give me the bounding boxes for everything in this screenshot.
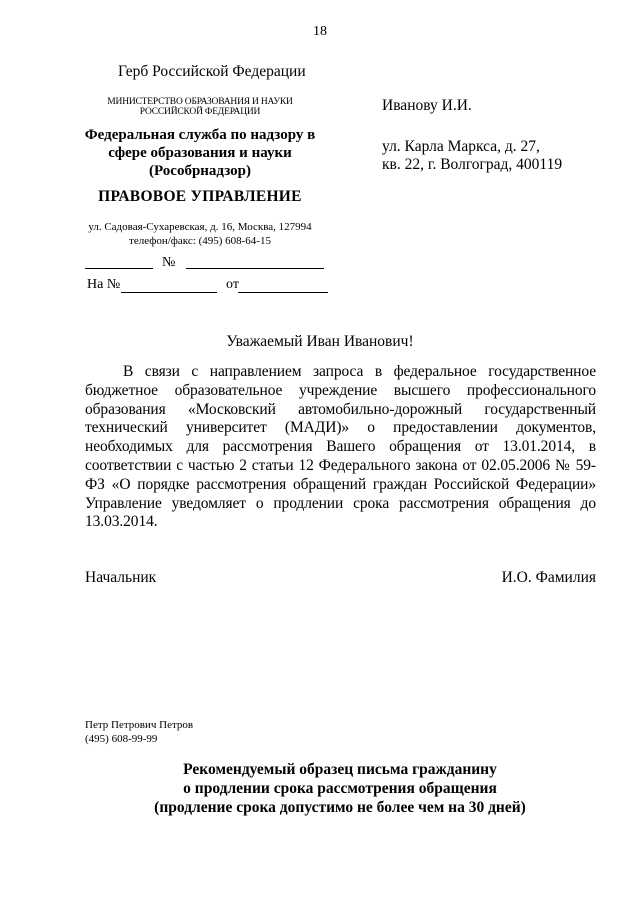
greeting: Уважаемый Иван Иванович! xyxy=(226,333,414,350)
number-sign: № xyxy=(162,255,176,270)
from-label: от xyxy=(226,277,239,292)
recipient-street: ул. Карла Маркса, д. 27, xyxy=(382,138,540,155)
executor-name: Петр Петрович Петров xyxy=(85,719,194,731)
outgoing-number-line xyxy=(186,268,324,269)
reply-number-line xyxy=(121,292,217,293)
sample-caption xyxy=(0,760,640,817)
ministry-name xyxy=(80,97,320,117)
caption-line-2: о продлении срока рассмотрения обращения xyxy=(183,780,497,797)
coat-of-arms-label: Герб Российской Федерации xyxy=(118,63,306,80)
reply-to-label: На № xyxy=(87,277,121,292)
reply-date-line xyxy=(238,292,328,293)
address-line: ул. Садовая-Сухаревская, д. 16, Москва, 127994 xyxy=(88,221,312,233)
executor-block xyxy=(85,718,193,746)
letterhead-address xyxy=(80,220,320,248)
recipient-address xyxy=(382,138,562,174)
agency-line-3: (Рособрнадзор) xyxy=(149,163,251,179)
ministry-line-2: РОССИЙСКОЙ ФЕДЕРАЦИИ xyxy=(139,107,261,117)
signatory-name: И.О. Фамилия xyxy=(501,569,596,586)
caption-line-3: (продление срока допустимо не более чем на 30 дней) xyxy=(154,799,526,816)
agency-name xyxy=(80,126,320,180)
signatory-title: Начальник xyxy=(85,569,157,586)
outgoing-date-line xyxy=(85,268,153,269)
letter-body: В связи с направлением запроса в федеральное государственное бюджетное образовательное учреждение высшего профессионального образования «Московский автомобильно-дорожный государственный технический университет (МАДИ)» о предоставлении документов, необходимых для рассмотрения Вашего обращения от 13.01.2014, в соответствии с частью 2 статьи 12 Федерального закона от 02.05.2006 № 59-ФЗ «О порядке рассмотрения обращений граждан Российской Федерации» Управление уведомляет о продлении срока рассмотрения обращения до 13.03.2014. xyxy=(85,363,596,531)
caption-line-1: Рекомендуемый образец письма гражданину xyxy=(183,761,497,778)
agency-line-2: сфере образования и науки xyxy=(108,145,292,161)
executor-phone: (495) 608-99-99 xyxy=(85,733,158,745)
ministry-line-1: МИНИСТЕРСТВО ОБРАЗОВАНИЯ И НАУКИ xyxy=(107,97,293,107)
agency-line-1: Федеральная служба по надзору в xyxy=(84,127,316,143)
phone-line: телефон/факс: (495) 608-64-15 xyxy=(129,235,271,247)
recipient-city: кв. 22, г. Волгоград, 400119 xyxy=(382,156,563,173)
department-name: ПРАВОВОЕ УПРАВЛЕНИЕ xyxy=(98,188,302,205)
recipient-name: Иванову И.И. xyxy=(382,97,472,114)
page-number: 18 xyxy=(313,24,327,39)
